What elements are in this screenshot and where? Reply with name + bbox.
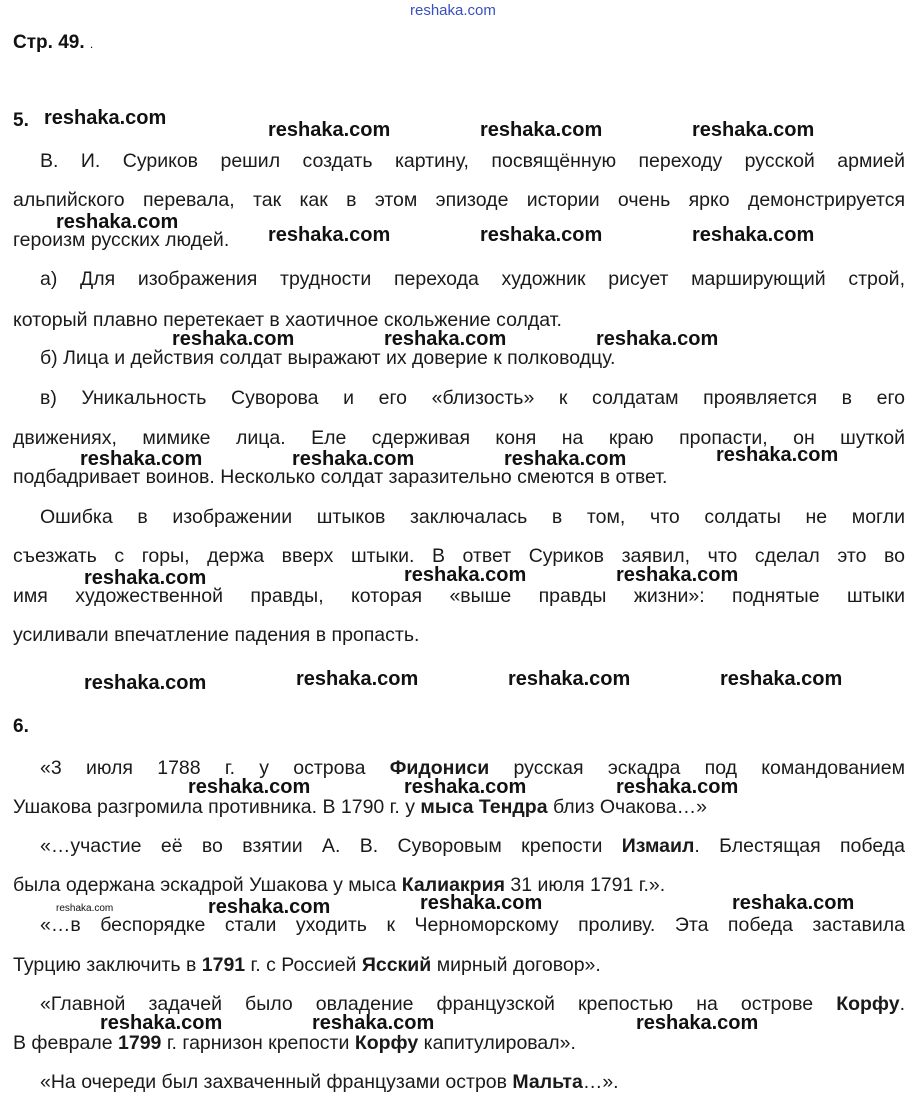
- quote-text: русская эскадра под командованием: [489, 757, 905, 779]
- top-watermark: reshaka.com: [410, 2, 496, 19]
- quote-bold: Корфу: [836, 993, 900, 1015]
- quote-bold: Ясский: [361, 954, 432, 976]
- text-line: в) Уникальность Суворова и его «близость» к солдатам проявляется в его: [40, 387, 905, 409]
- text-line: имя художественной правды, которая «выше правды жизни»: поднятые штыки: [13, 585, 905, 607]
- watermark: reshaka.com: [480, 119, 603, 141]
- watermark: reshaka.com: [404, 564, 527, 586]
- watermark-small: reshaka.com: [56, 903, 114, 914]
- watermark: reshaka.com: [44, 107, 167, 129]
- quote-bold: Мальта: [512, 1071, 583, 1093]
- text-line: а) Для изображения трудности перехода художник рисует марширующий строй,: [40, 268, 905, 290]
- text-line: Ошибка в изображении штыков заключалась в том, что солдаты не могли: [40, 506, 905, 528]
- quote-text: «3 июля 1788 г. у острова: [40, 757, 390, 779]
- watermark: reshaka.com: [384, 328, 507, 350]
- quote-text: капитулировал».: [418, 1032, 576, 1054]
- quote-text: Ушакова разгромила противника. В 1790 г. у: [13, 796, 421, 818]
- text-line: съезжать с горы, держа вверх штыки. В ответ Суриков заявил, что сделал это во: [13, 545, 905, 567]
- watermark: reshaka.com: [720, 668, 843, 690]
- quote-text: .: [899, 993, 905, 1015]
- watermark: reshaka.com: [292, 448, 415, 470]
- quote-text: 31 июля 1791 г.».: [504, 874, 666, 896]
- watermark: reshaka.com: [172, 328, 295, 350]
- watermark: reshaka.com: [504, 448, 627, 470]
- page-header-text: Стр. 49.: [13, 32, 85, 53]
- quote-bold: Корфу: [354, 1032, 419, 1054]
- watermark: reshaka.com: [268, 119, 391, 141]
- watermark: reshaka.com: [732, 892, 855, 914]
- watermark: reshaka.com: [692, 224, 815, 246]
- section-number-6: 6.: [13, 716, 29, 737]
- quote-text: г. с Россией: [245, 954, 362, 976]
- watermark: reshaka.com: [636, 1012, 759, 1034]
- watermark: reshaka.com: [716, 444, 839, 466]
- text-line: движениях, мимике лица. Еле сдерживая коня на краю пропасти, он шуткой: [13, 427, 905, 449]
- watermark: reshaka.com: [312, 1012, 435, 1034]
- watermark: reshaka.com: [84, 672, 207, 694]
- quote-text: мирный договор».: [431, 954, 601, 976]
- watermark: reshaka.com: [84, 567, 207, 589]
- quote-bold: 1799: [118, 1032, 162, 1054]
- text-line: альпийского перевала, так как в этом эпизоде истории очень ярко демонстрируется: [13, 189, 905, 211]
- watermark: reshaka.com: [404, 776, 527, 798]
- section-number-5: 5.: [13, 110, 29, 131]
- watermark: reshaka.com: [80, 448, 203, 470]
- quote-line: [40, 1070, 905, 1094]
- quote-line: [40, 834, 905, 858]
- quote-text: В феврале: [13, 1032, 119, 1054]
- watermark: reshaka.com: [596, 328, 719, 350]
- page-header-mark: .: [89, 37, 94, 51]
- quote-bold: Фидониси: [389, 757, 490, 779]
- quote-text: была одержана эскадрой Ушакова у мыса: [13, 874, 402, 896]
- quote-line: «…в беспорядке стали уходить к Черноморскому проливу. Эта победа заставила: [40, 914, 905, 936]
- text-line: который плавно перетекает в хаотичное скольжение солдат.: [13, 309, 562, 331]
- quote-text: …».: [582, 1071, 619, 1093]
- text-line: усиливали впечатление падения в пропасть.: [13, 624, 420, 646]
- quote-line: [13, 953, 905, 977]
- watermark: reshaka.com: [188, 776, 311, 798]
- quote-bold: 1791: [201, 954, 246, 976]
- quote-bold: мыса Тендра: [420, 796, 548, 818]
- watermark: reshaka.com: [480, 224, 603, 246]
- watermark: reshaka.com: [56, 211, 179, 233]
- watermark: reshaka.com: [508, 668, 631, 690]
- page-header: [13, 32, 93, 54]
- quote-text: г. гарнизон крепости: [161, 1032, 355, 1054]
- text-line: В. И. Суриков решил создать картину, посвящённую переходу русской армией: [40, 150, 905, 172]
- quote-bold: Измаил: [621, 835, 695, 857]
- watermark: reshaka.com: [296, 668, 419, 690]
- text-line: героизм русских людей.: [13, 229, 230, 251]
- watermark: reshaka.com: [268, 224, 391, 246]
- watermark: reshaka.com: [616, 776, 739, 798]
- quote-text: «…участие её во взятии А. В. Суворовым крепости: [40, 835, 622, 857]
- watermark: reshaka.com: [420, 892, 543, 914]
- quote-text: «Главной задачей было овладение французской крепостью на острове: [40, 993, 837, 1015]
- watermark: reshaka.com: [692, 119, 815, 141]
- quote-text: близ Очакова…»: [547, 796, 707, 818]
- quote-text: . Блестящая победа: [694, 835, 905, 857]
- watermark: reshaka.com: [100, 1012, 223, 1034]
- text-line: б) Лица и действия солдат выражают их доверие к полководцу.: [40, 347, 616, 369]
- quote-text: Турцию заключить в: [13, 954, 202, 976]
- watermark: reshaka.com: [208, 896, 331, 918]
- quote-text: «На очереди был захваченный французами остров: [40, 1071, 513, 1093]
- watermark: reshaka.com: [616, 564, 739, 586]
- text-line: подбадривает воинов. Несколько солдат заразительно смеются в ответ.: [13, 466, 668, 488]
- quote-bold: Калиакрия: [401, 874, 505, 896]
